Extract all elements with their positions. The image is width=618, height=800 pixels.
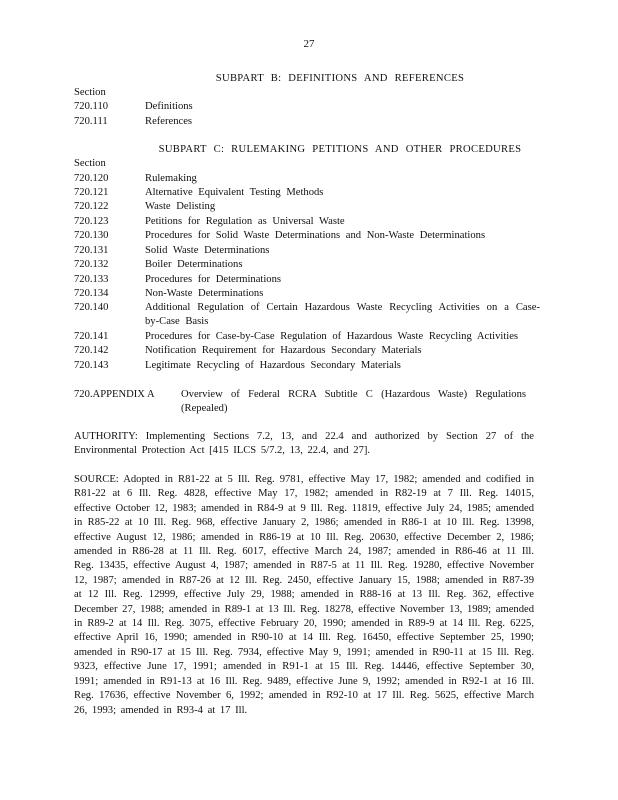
section-number: 720.121 [74,187,109,198]
section-title: Rulemaking [145,173,197,184]
section-title: Legitimate Recycling of Hazardous Secondary Materials [145,360,401,371]
section-title: Alternative Equivalent Testing Methods [145,187,324,198]
section-title: Petitions for Regulation as Universal Waste [145,216,345,227]
section-title: Procedures for Determinations [145,274,282,285]
section-number: 720.132 [74,259,109,270]
section-title: Boiler Determinations [145,259,243,270]
section-title: Waste Delisting [145,201,216,212]
section-number: 720.122 [74,201,109,212]
subpart-c-heading: SUBPART C: RULEMAKING PETITIONS AND OTHER PROCEDURES [158,144,522,155]
section-title: Procedures for Case-by-Case Regulation of Hazardous Waste Recycling Activities [145,331,519,342]
subpart-b-heading: SUBPART B: DEFINITIONS AND REFERENCES [215,73,465,84]
authority-paragraph: AUTHORITY: Implementing Sections 7.2, 13, and 22.4 and authorized by Section 27 of the Environmental Protection Act [415 ILCS 5/7.2, 13, 22.4, and 27]. [74,431,534,457]
section-number: 720.140 [74,302,109,313]
section-title: Notification Requirement for Hazardous Secondary Materials [145,345,422,356]
section-number: 720.134 [74,288,109,299]
section-label: Section [74,87,106,98]
section-number: 720.110 [74,101,109,112]
section-label: Section [74,158,106,169]
section-number: 720.130 [74,230,109,241]
appendix-number: 720.APPENDIX A [74,389,155,400]
source-paragraph: SOURCE: Adopted in R81-22 at 5 Ill. Reg. 9781, effective May 17, 1982; amended and codified in R81-22 at 6 Ill. Reg. 4828, effective May 17, 1982; amended in R82-19 at 7 Ill. Reg. 14015, effective October 12, 1983; amended in R84-9 at 9 Ill. Reg. 11819, effective July 24, 1985; amended in R85-22 at 10 Ill. Reg. 968, effective January 2, 1986; amended in R86-1 at 10 Ill. Reg. 13998, effective August 12, 1986; amended in R86-19 at 10 Ill. Reg. 20630, effective December 2, 1986; amended in R86-28 at 11 Ill. Reg. 6017, effective March 24, 1987; amended in R86-46 at 11 Ill. Reg. 13435, effective August 4, 1987; amended in R87-5 at 11 Ill. Reg. 19280, effective November 12, 1987; amended in R87-26 at 12 Ill. Reg. 2450, effective January 15, 1988; amended in R87-39 at 12 Ill. Reg. 12999, effective July 29, 1988; amended in R88-16 at 13 Ill. Reg. 362, effective December 27, 1988; amended in R89-1 at 13 Ill. Reg. 18278, effective November 13, 1989; amended in R89-2 at 14 Ill. Reg. 3075, effective February 20, 1990; amended in R89-9 at 14 Ill. Reg. 6225, effective April 16, 1990; amended in R90-10 at 14 Ill. Reg. 16450, effective September 25, 1990; amended in R90-17 at 15 Ill. Reg. 7934, effective May 9, 1991; amended in R90-11 at 15 Ill. Reg. 9323, effective June 17, 1991; amended in R91-1 at 15 Ill. Reg. 14446, effective September 30, 1991; amended in R91-13 at 16 Ill. Reg. 9489, effective June 9, 1992; amended in R92-1 at 16 Ill. Reg. 17636, effective November 6, 1992; amended in R92-10 at 17 Ill. Reg. 5625, effective March 26, 1993; amended in R93-4 at 17 Ill. [74,474,534,716]
section-title: Procedures for Solid Waste Determinations and Non-Waste Determinations [145,230,486,241]
section-number: 720.111 [74,116,108,127]
section-number: 720.141 [74,331,109,342]
section-number: 720.133 [74,274,109,285]
section-number: 720.142 [74,345,109,356]
section-number: 720.143 [74,360,109,371]
section-title: Solid Waste Determinations [145,245,270,256]
section-title: Additional Regulation of Certain Hazardous Waste Recycling Activities on a Case-by-Case Basis [145,302,540,328]
section-number: 720.131 [74,245,109,256]
section-title: Non-Waste Determinations [145,288,264,299]
section-number: 720.120 [74,173,109,184]
page-number: 27 [303,38,315,50]
section-number: 720.123 [74,216,109,227]
appendix-title: Overview of Federal RCRA Subtitle C (Hazardous Waste) Regulations (Repealed) [181,389,526,415]
section-title: References [145,116,193,127]
section-title: Definitions [145,101,193,112]
